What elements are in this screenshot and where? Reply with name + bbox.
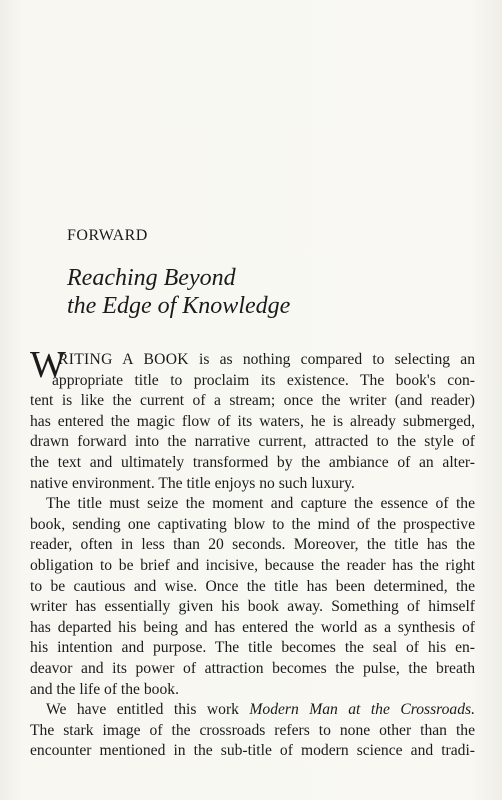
chapter-title-line-2: the Edge of Knowledge xyxy=(67,293,291,319)
text-line: encounter mentioned in the sub-title of modern science and tradi- xyxy=(30,742,475,760)
opening-caps: RITING A BOOK xyxy=(58,351,189,368)
text-line: to be cautious and wise. Once the title has been determined, the xyxy=(30,577,475,595)
text-line: writer has essentially given his book away. Something of himself xyxy=(30,598,475,616)
text-span: is as nothing compared to selecting an xyxy=(199,351,475,368)
text-line: reader, often in less than 20 seconds. Moreover, the title has the xyxy=(30,536,475,554)
text-line: tent is like the current of a stream; once the writer (and reader) xyxy=(30,392,475,410)
text-line: native environment. The title enjoys no such luxury. xyxy=(30,474,355,492)
text-line: and the life of the book. xyxy=(30,680,179,698)
text-line: has departed his being and has entered the world as a synthesis of xyxy=(30,618,475,636)
paragraph-3 xyxy=(30,700,475,762)
text-line: deavor and its power of attraction becomes the pulse, the breath xyxy=(30,659,475,677)
book-title-italic: Modern Man at the Crossroads. xyxy=(249,701,475,719)
text-line xyxy=(58,350,475,371)
text-line: the text and ultimately transformed by the ambiance of an alter- xyxy=(30,453,475,471)
text-line: The title must seize the moment and capture the essence of the xyxy=(46,495,475,513)
text-line: book, sending one captivating blow to the mind of the prospective xyxy=(30,515,475,533)
section-label: FORWARD xyxy=(67,227,148,244)
paragraph-1 xyxy=(30,344,475,494)
text-line: his intention and purpose. The title becomes the seal of his en- xyxy=(30,639,475,657)
text-line: appropriate title to proclaim its existence. The book's con- xyxy=(52,371,475,389)
text-line: obligation to be brief and incisive, because the reader has the right xyxy=(30,556,475,574)
paragraph-2 xyxy=(30,494,475,700)
text-line: drawn forward into the narrative current, attracted to the style of xyxy=(30,433,475,451)
chapter-title-line-1: Reaching Beyond xyxy=(67,265,236,291)
text-line: The stark image of the crossroads refers to none other than the xyxy=(30,721,475,739)
text-line: has entered the magic flow of its waters, he is already submerged, xyxy=(30,412,475,430)
chapter-title xyxy=(67,264,290,320)
body-text xyxy=(30,344,475,762)
text-span: We have entitled this work xyxy=(46,701,239,719)
drop-cap: W xyxy=(30,344,66,386)
text-line xyxy=(46,700,475,721)
